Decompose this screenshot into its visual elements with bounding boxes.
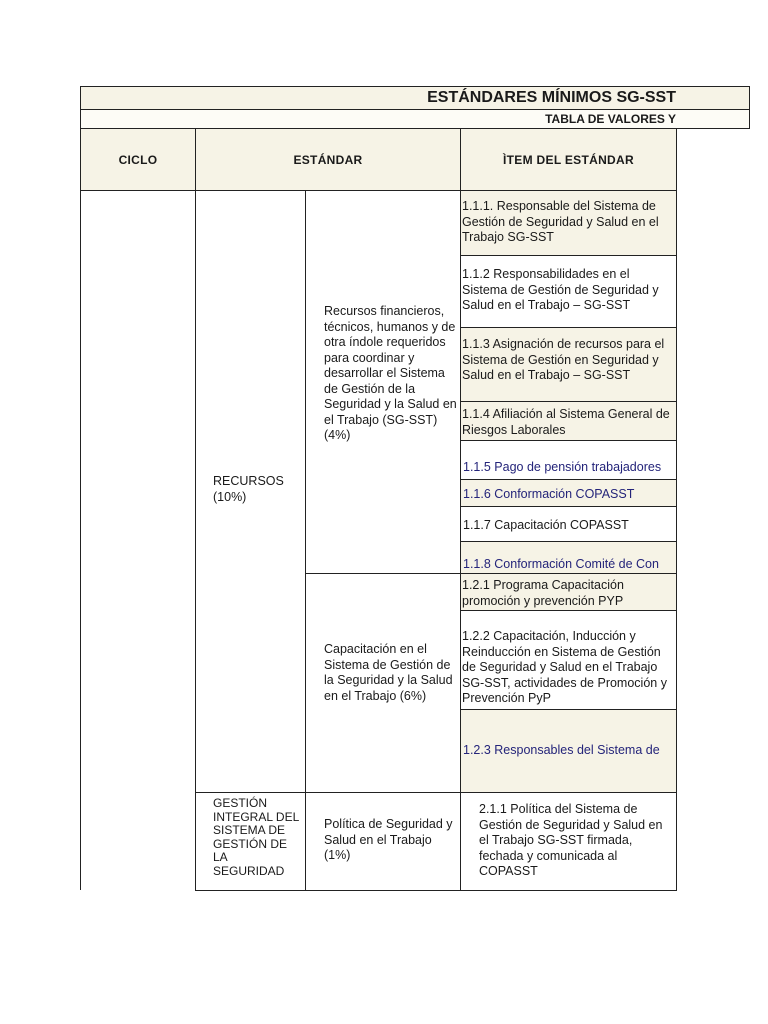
item-1-2-2 bbox=[460, 610, 677, 710]
item-1-2-3 bbox=[460, 709, 677, 793]
group-gestion-label: GESTIÓN INTEGRAL DEL SISTEMA DE GESTIÓN DE LA SEGURIDAD bbox=[213, 796, 300, 878]
header-ciclo bbox=[80, 128, 196, 191]
item-1-1-8 bbox=[460, 541, 677, 574]
item-1-1-4 bbox=[460, 401, 677, 441]
item-1-2-3-text: 1.2.3 Responsables del Sistema de bbox=[463, 743, 660, 757]
item-1-1-5 bbox=[460, 440, 677, 480]
item-1-1-3 bbox=[460, 327, 677, 402]
standard-recursos-financieros-text: Recursos financieros, técnicos, humanos y de otra índole requeridos para coordinar y desarrollar el Sistema de Gestión de la Seguridad y la Salud en el Trabajo (SG-SST) (4%) bbox=[324, 304, 457, 442]
item-1-1-5-text: 1.1.5 Pago de pensión trabajadores bbox=[463, 460, 662, 474]
group-recursos-label: RECURSOS (10%) bbox=[213, 474, 284, 504]
header-estandar-label: ESTÁNDAR bbox=[293, 152, 363, 167]
item-1-1-6-text: 1.1.6 Conformación COPASST bbox=[463, 487, 635, 501]
standard-politica-text: Política de Seguridad y Salud en el Trabajo (1%) bbox=[324, 817, 453, 862]
item-1-1-7 bbox=[460, 506, 677, 542]
standard-recursos-financieros bbox=[305, 190, 461, 574]
group-gestion bbox=[195, 792, 306, 891]
item-1-1-1-text: 1.1.1. Responsable del Sistema de Gestión de Seguridad y Salud en el Trabajo SG-SST bbox=[462, 199, 659, 244]
item-1-1-2 bbox=[460, 255, 677, 328]
ciclo-cell bbox=[80, 190, 196, 890]
item-1-1-2-text: 1.1.2 Responsabilidades en el Sistema de Gestión de Seguridad y Salud en el Trabajo – SG-SST bbox=[462, 267, 659, 312]
item-1-1-4-text: 1.1.4 Afiliación al Sistema General de Riesgos Laborales bbox=[462, 407, 670, 437]
item-2-1-1-text: 2.1.1 Política del Sistema de Gestión de Seguridad y Salud en el Trabajo SG-SST firmada, fechada y comunicada al COPASST bbox=[479, 802, 663, 878]
header-estandar bbox=[195, 128, 461, 191]
item-1-1-6 bbox=[460, 479, 677, 507]
page-subtitle: TABLA DE VALORES Y bbox=[545, 112, 676, 126]
item-1-1-1 bbox=[460, 190, 677, 256]
item-1-1-8-text: 1.1.8 Conformación Comité de Con bbox=[463, 557, 659, 571]
item-1-1-3-text: 1.1.3 Asignación de recursos para el Sistema de Gestión en Seguridad y Salud en el Trabajo – SG-SST bbox=[462, 337, 665, 382]
standard-capacitacion bbox=[305, 573, 461, 793]
item-2-1-1 bbox=[460, 792, 677, 891]
group-recursos bbox=[195, 190, 306, 793]
item-1-2-2-text: 1.2.2 Capacitación, Inducción y Reinducción en Sistema de Gestión de Seguridad y Salud en el Trabajo SG-SST, actividades de Promoción y Prevención PyP bbox=[462, 629, 667, 705]
header-item bbox=[460, 128, 677, 191]
item-1-2-1 bbox=[460, 573, 677, 611]
item-1-2-1-text: 1.2.1 Programa Capacitación promoción y prevención PYP bbox=[462, 578, 624, 608]
page-title: ESTÁNDARES MÍNIMOS SG-SST bbox=[427, 89, 676, 106]
item-1-1-7-text: 1.1.7 Capacitación COPASST bbox=[463, 518, 629, 532]
header-ciclo-label: CICLO bbox=[118, 152, 158, 167]
standard-capacitacion-text: Capacitación en el Sistema de Gestión de la Seguridad y la Salud en el Trabajo (6%) bbox=[324, 642, 453, 703]
standard-politica bbox=[305, 792, 461, 891]
header-item-label: ÌTEM DEL ESTÁNDAR bbox=[503, 152, 634, 167]
